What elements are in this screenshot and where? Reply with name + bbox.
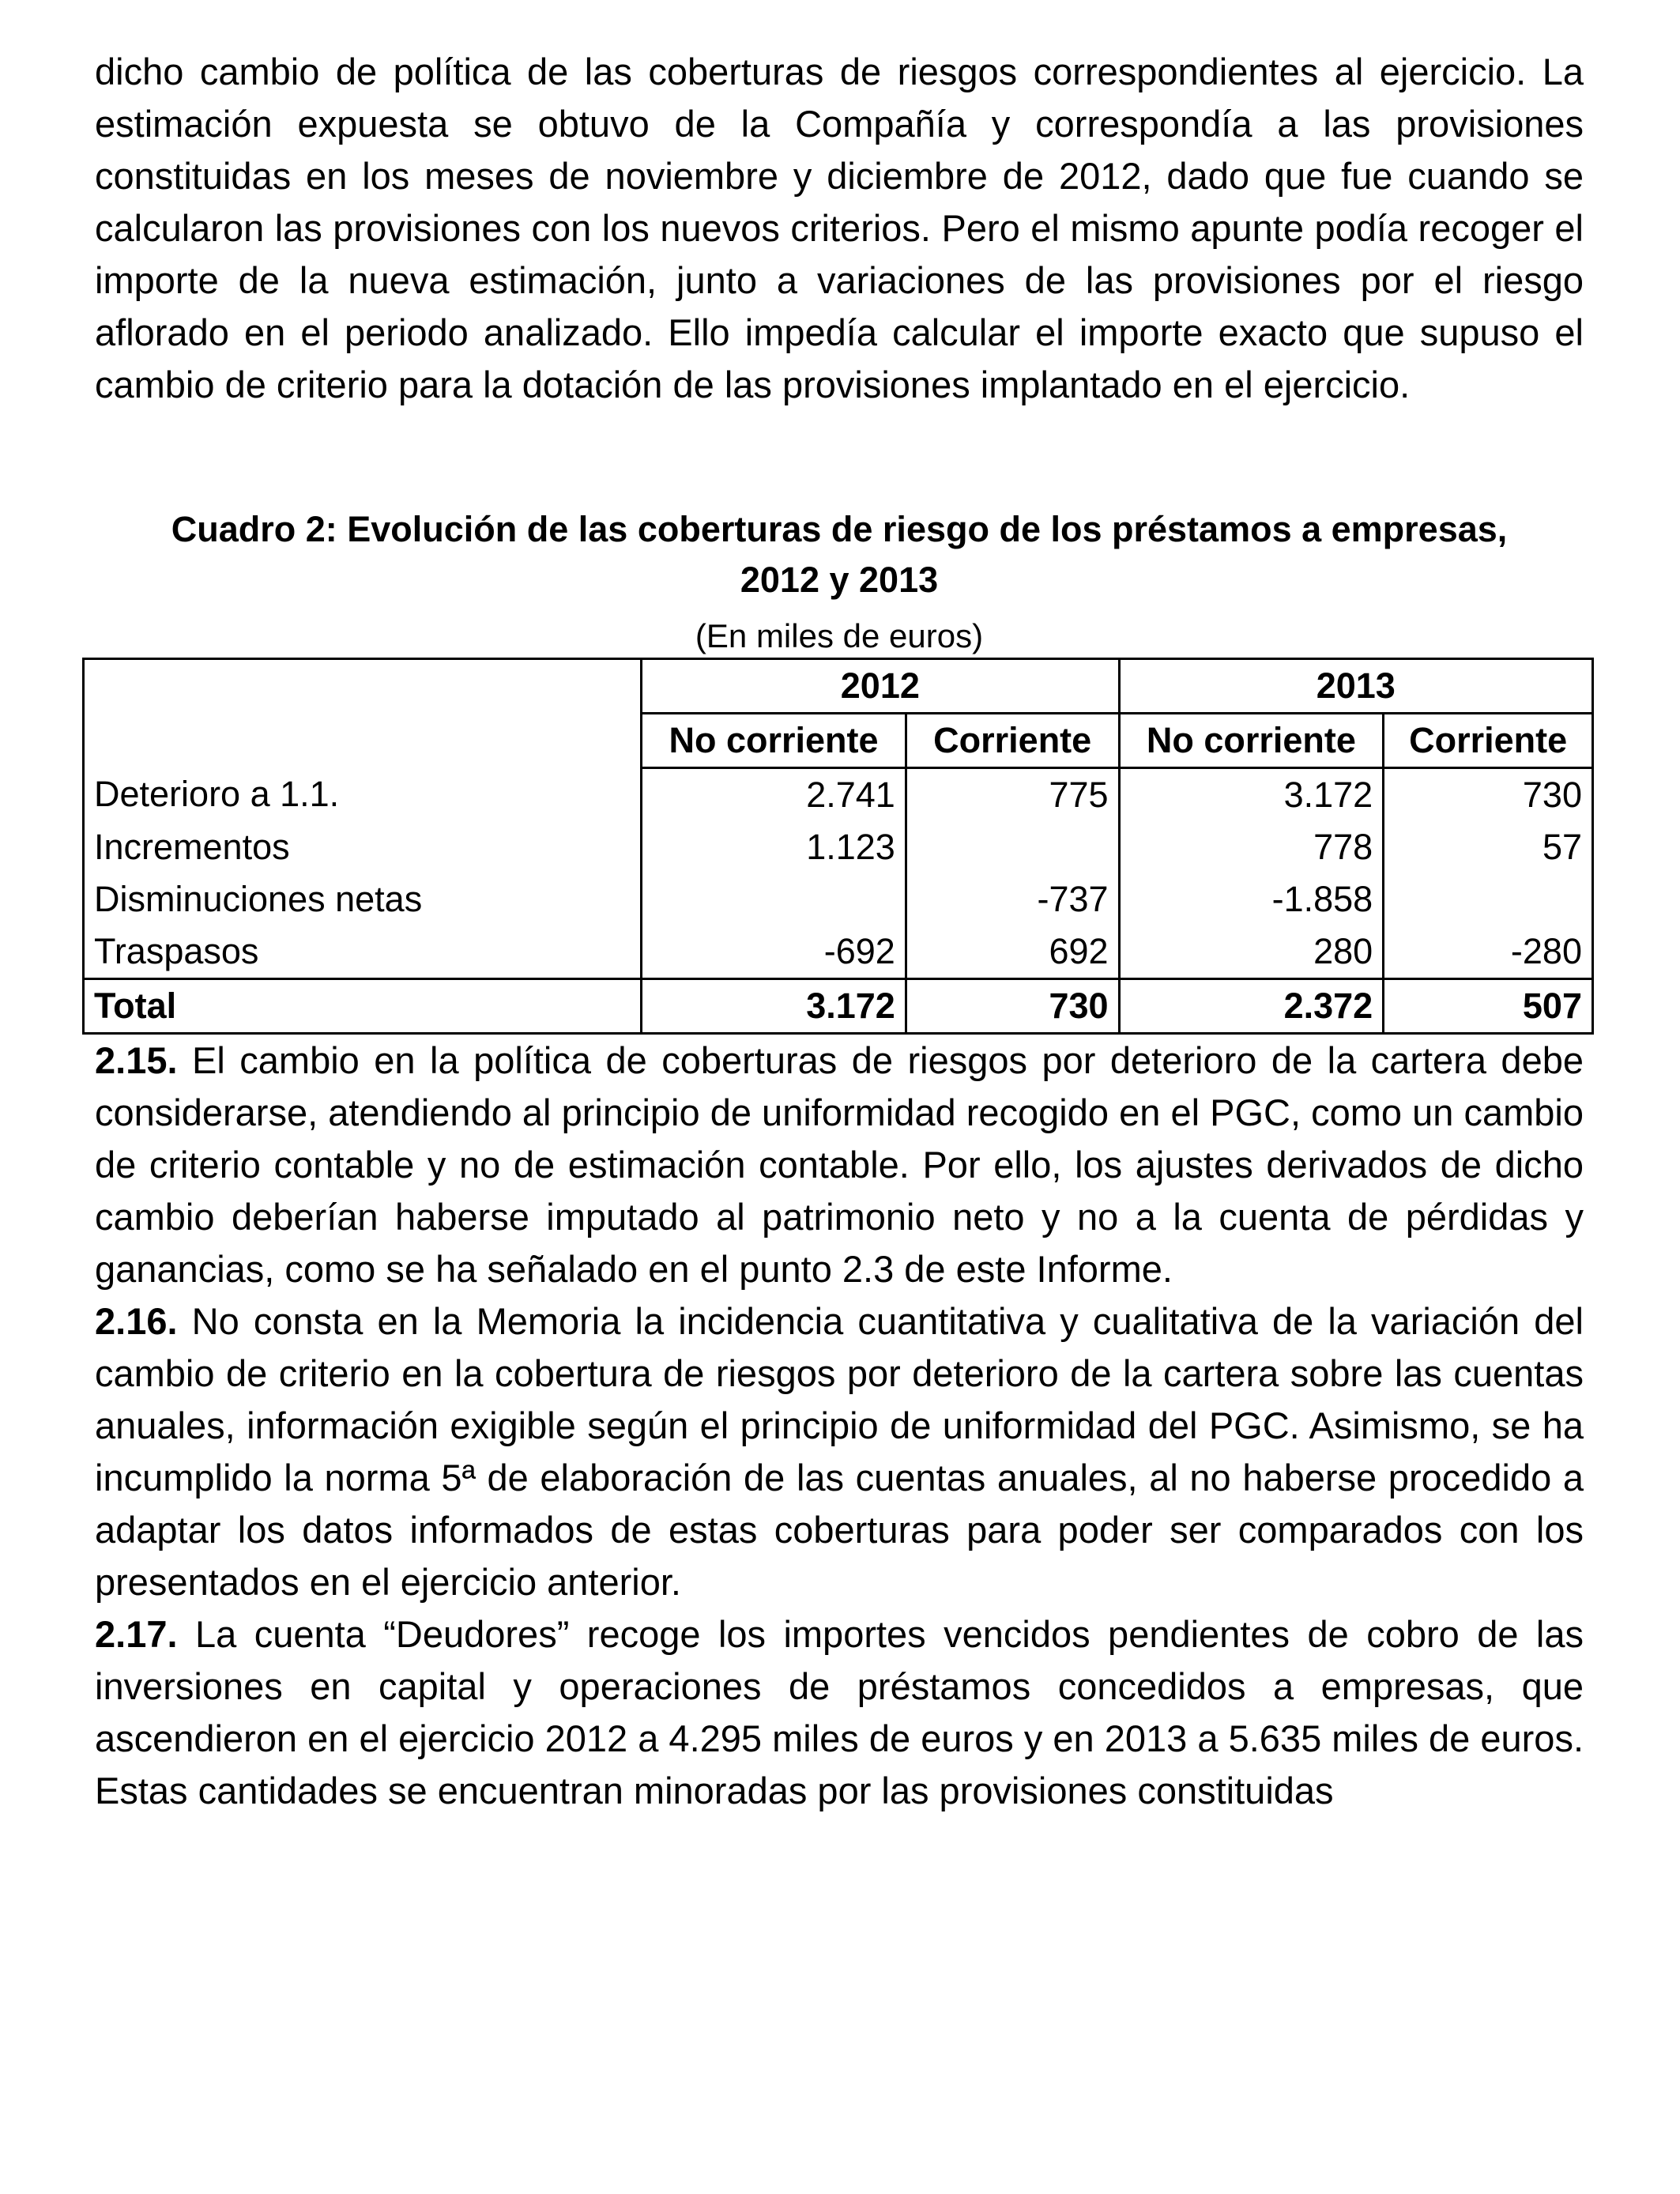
table-cell: 1.123 [642,821,906,873]
year-header-2013: 2013 [1119,659,1592,714]
table-cell: -692 [642,925,906,979]
subheader-2012-no-corriente: No corriente [642,714,906,768]
total-cell: 730 [906,979,1119,1034]
table-cell [906,821,1119,873]
year-header-2012: 2012 [642,659,1119,714]
section-text: El cambio en la política de coberturas de riesgos por deterioro de la cartera debe considerarse, atendiendo al principio de uniformidad recogido en el PGC, como un cambio de criterio contable y no de estimación contable. Por ello, los ajustes derivados de dicho cambio deberían haberse imputado al patrimonio neto y no a la cuenta de pérdidas y ganancias, como se ha señalado en el punto 2.3 de este Informe. [95,1039,1584,1290]
total-cell: 2.372 [1119,979,1384,1034]
table-cell: 730 [1384,768,1593,822]
table-row [84,821,1593,873]
table-caption-line1: Cuadro 2: Evolución de las coberturas de riesgo de los préstamos a empresas, [171,509,1508,549]
total-cell: 507 [1384,979,1593,1034]
table-cell: 692 [906,925,1119,979]
table-row [84,873,1593,925]
subheader-2013-corriente: Corriente [1384,714,1593,768]
table-cell: -280 [1384,925,1593,979]
coverage-table [82,658,1594,1035]
table-cell: -1.858 [1119,873,1384,925]
total-cell: 3.172 [642,979,906,1034]
section-2-17 [95,1608,1584,1817]
total-label: Total [84,979,642,1034]
table-units: (En miles de euros) [695,617,984,654]
table-cell: 775 [906,768,1119,822]
intro-paragraph: dicho cambio de política de las coberturas de riesgos correspondientes al ejercicio. La estimación expuesta se obtuvo de la Compañía y correspondía a las provisiones constituidas en los meses de noviembre y diciembre de 2012, dado que fue cuando se calcularon las provisiones con los nuevos criterios. Pero el mismo apunte podía recoger el importe de la nueva estimación, junto a variaciones de las provisiones por el riesgo aflorado en el periodo analizado. Ello impedía calcular el importe exacto que supuso el cambio de criterio para la dotación de las provisiones implantado en el ejercicio. [95,51,1584,405]
table-corner-cell [84,659,642,714]
row-label: Deterioro a 1.1. [84,768,642,822]
subheader-2013-no-corriente: No corriente [1119,714,1384,768]
table-caption [95,504,1584,605]
table-cell: -737 [906,873,1119,925]
row-label: Disminuciones netas [84,873,642,925]
section-2-15 [95,1035,1584,1295]
section-text: La cuenta “Deudores” recoge los importes vencidos pendientes de cobro de las inversiones en capital y operaciones de préstamos concedidos a empresas, que ascendieron en el ejercicio 2012 a 4.295 miles de euros y en 2013 a 5.635 miles de euros. Estas cantidades se encuentran minoradas por las provisiones constituidas [95,1613,1584,1811]
table-cell [642,873,906,925]
section-number: 2.17. [95,1613,178,1655]
section-number: 2.16. [95,1300,178,1342]
table-cell [1384,873,1593,925]
section-text: No consta en la Memoria la incidencia cuantitativa y cualitativa de la variación del cambio de criterio en la cobertura de riesgos por deterioro de la cartera sobre las cuentas anuales, información exigible según el principio de uniformidad del PGC. Asimismo, se ha incumplido la norma 5ª de elaboración de las cuentas anuales, al no haberse procedido a adaptar los datos informados de estas coberturas para poder ser comparados con los presentados en el ejercicio anterior. [95,1300,1584,1603]
section-2-16 [95,1295,1584,1608]
table-cell: 2.741 [642,768,906,822]
table-cell: 280 [1119,925,1384,979]
table-row [84,925,1593,979]
table-cell: 3.172 [1119,768,1384,822]
table-row [84,768,1593,822]
table-header-sub [84,714,1593,768]
table-header-years [84,659,1593,714]
row-label: Incrementos [84,821,642,873]
table-total-row [84,979,1593,1034]
subheader-2012-corriente: Corriente [906,714,1119,768]
table-cell: 778 [1119,821,1384,873]
section-number: 2.15. [95,1039,178,1081]
row-label: Traspasos [84,925,642,979]
table-cell: 57 [1384,821,1593,873]
document-page [95,46,1584,1817]
table-caption-line2: 2012 y 2013 [740,560,939,600]
